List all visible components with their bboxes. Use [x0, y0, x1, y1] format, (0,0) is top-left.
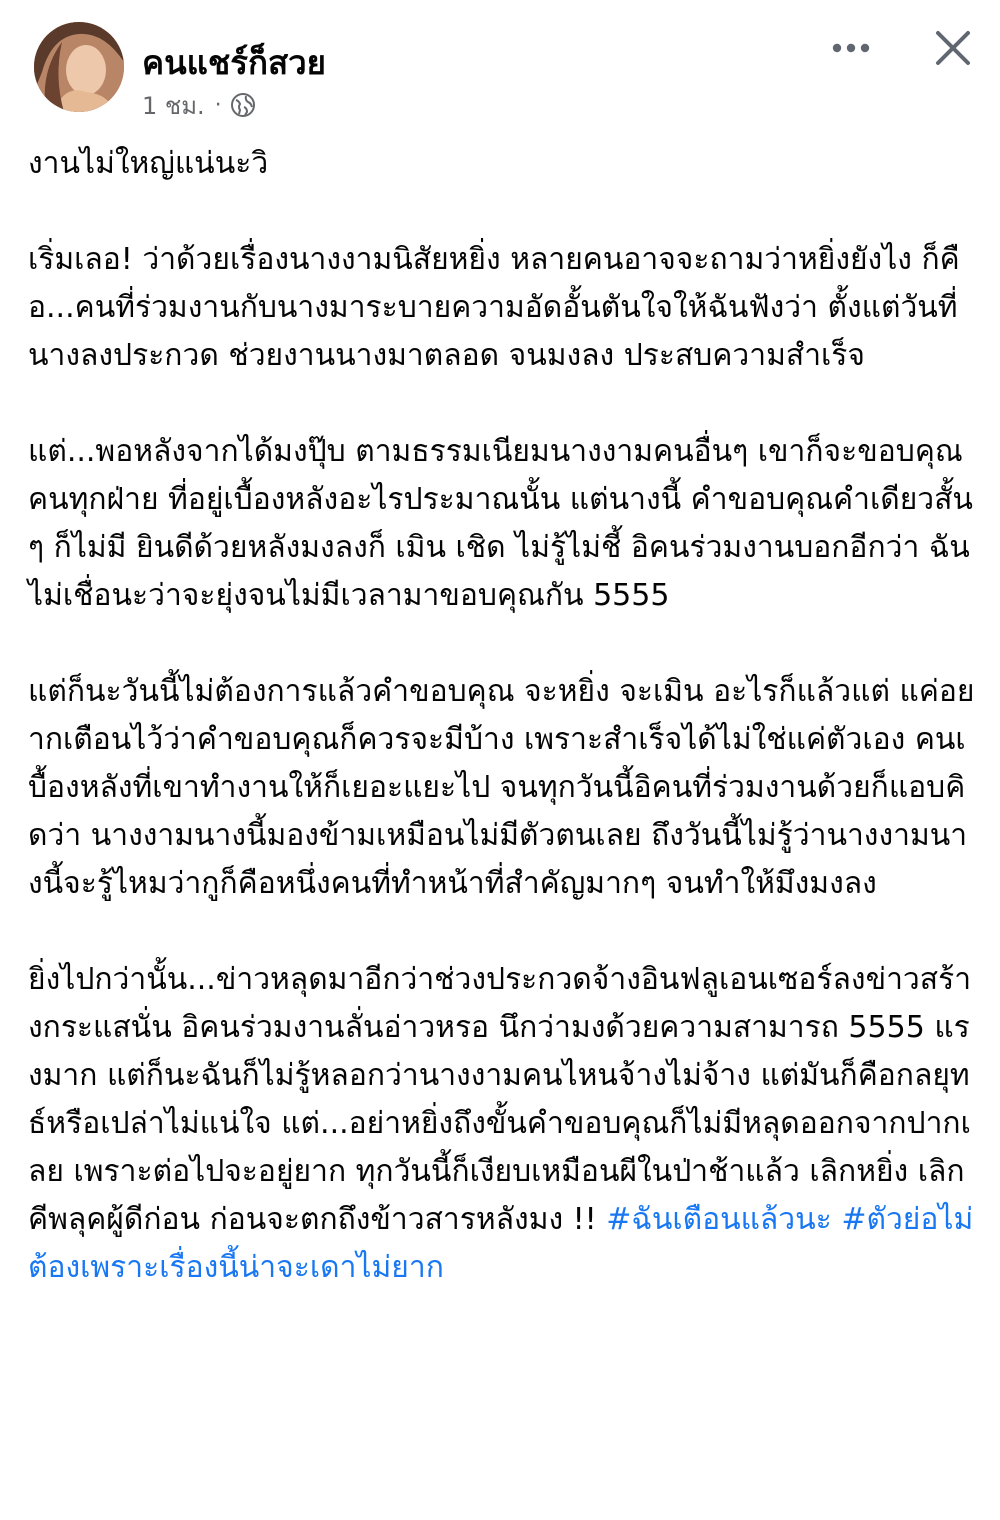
- hashtag-link[interactable]: #ฉันเตือนแล้วนะ: [606, 1202, 832, 1237]
- author-name[interactable]: คนแชร์ก็สวย: [142, 43, 327, 82]
- close-icon[interactable]: [930, 25, 976, 71]
- avatar-image: [34, 22, 124, 112]
- post-paragraph-last: [28, 956, 978, 1292]
- post-meta: [142, 88, 256, 122]
- meta-separator: ·: [214, 92, 222, 118]
- globe-icon[interactable]: [230, 92, 256, 118]
- hashtag-link[interactable]: #ตัวย่อไม่ต้องเพราะเรื่องนี้น่าจะเดาไม่ยาก: [28, 1202, 974, 1285]
- post-paragraph: งานไม่ใหญ่แน่นะวิ: [28, 146, 269, 181]
- post-content: [28, 140, 978, 1292]
- post-header: [0, 0, 1000, 130]
- post-paragraph: แต่...พอหลังจากได้มงปุ๊บ ตามธรรมเนียมนางงามคนอื่นๆ เขาก็จะขอบคุณ คนทุกฝ่าย ที่อยู่เบื้องหลังอะไรประมาณนั้น แต่นางนี้ คำขอบคุณคำเดียวสั้นๆ ก็ไม่มี ยินดีด้วยหลังมงลงก็ เมิน เชิด ไม่รู้ไม่ชี้ อิคนร่วมงานบอกอีกว่า ฉันไม่เชื่อนะว่าจะยุ่งจนไม่มีเวลามาขอบคุณกัน 5555: [28, 434, 973, 613]
- post-paragraph-text: ยิ่งไปกว่านั้น...ข่าวหลุดมาอีกว่าช่วงประกวดจ้างอินฟลูเอนเซอร์ลงข่าวสร้างกระแสนั่น อิคนร่วมงานลั่นอ่าวหรอ นึกว่ามงด้วยความสามารถ 5555 แรงมาก แต่ก็นะฉันก็ไม่รู้หลอกว่านางงามคนไหนจ้างไม่จ้าง แต่มันก็คือกลยุทธ์หรือเปล่าไม่แน่ใจ แต่...อย่าหยิ่งถึงขั้นคำขอบคุณก็ไม่มีหลุดออกจากปากเลย เพราะต่อไปจะอยู่ยาก ทุกวันนี้ก็เงียบเหมือนผีในป่าช้าแล้ว เลิกหยิ่ง เลิกคีพลุคผู้ดีก่อน ก่อนจะตกถึงข้าวสารหลังมง !!: [28, 962, 972, 1237]
- post-time[interactable]: 1 ชม.: [142, 91, 205, 120]
- post-paragraph: แต่ก็นะวันนี้ไม่ต้องการแล้วคำขอบคุณ จะหยิ่ง จะเมิน อะไรก็แล้วแต่ แค่อยากเตือนไว้ว่าคำขอบคุณก็ควรจะมีบ้าง เพราะสำเร็จได้ไม่ใช่แค่ตัวเอง คนเบื้องหลังที่เขาทำงานให้ก็เยอะแยะไป จนทุกวันนี้อิคนที่ร่วมงานด้วยก็แอบคิดว่า นางงามนางนี้มองข้ามเหมือนไม่มีตัวตนเลย ถึงวันนี้ไม่รู้ว่านางงามนางนี้จะรู้ไหมว่ากูก็คือหนึ่งคนที่ทำหน้าที่สำคัญมากๆ จนทำให้มึงมงลง: [28, 674, 975, 901]
- post-paragraph: เริ่มเลอ! ว่าด้วยเรื่องนางงามนิสัยหยิ่ง หลายคนอาจจะถามว่าหยิ่งยังไง ก็คือ...คนที่ร่วมงานกับนางมาระบายความอัดอั้นตันใจให้ฉันฟังว่า ตั้งแต่วันที่นางลงประกวด ช่วยงานนางมาตลอด จนมงลง ประสบความสำเร็จ: [28, 242, 960, 373]
- avatar[interactable]: [34, 22, 124, 112]
- more-horizontal-icon[interactable]: [826, 28, 876, 68]
- hashtag-separator: [832, 1202, 842, 1237]
